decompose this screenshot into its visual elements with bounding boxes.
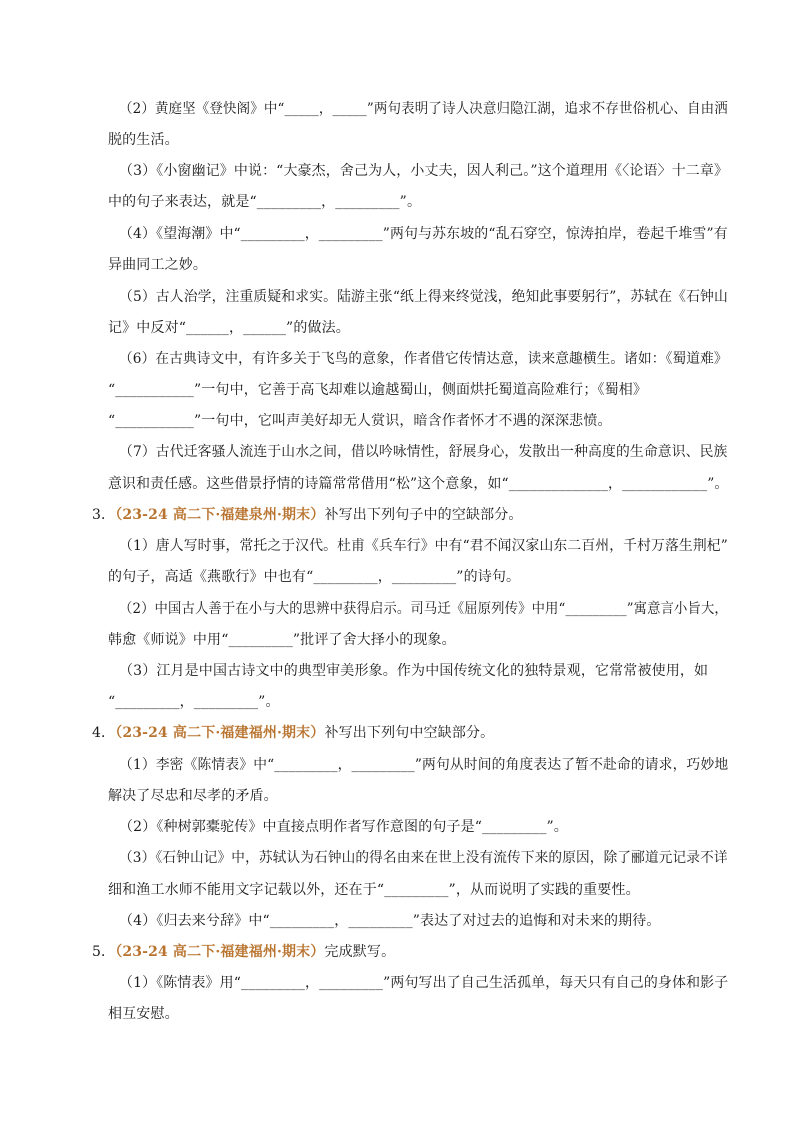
question-prompt: 补写出下列句子中的空缺部分。 xyxy=(324,507,523,523)
q3-item3-line2: “_________，_________”。 xyxy=(108,694,280,710)
q3-item1-line2: 的句子，高适《燕歌行》中也有“_________，_________”的诗句。 xyxy=(108,569,521,585)
q3-item2-line1: （2）中国古人善于在小与大的思辨中获得启示。司马迁《屈原列传》中用“_________”寓意言小旨大， xyxy=(119,601,728,617)
question-number: 4． xyxy=(92,725,116,741)
q4-item3-line1: （3）《石钟山记》中，苏轼认为石钟山的得名由来在世上没有流传下来的原因，除了郦道元记录不详 xyxy=(119,850,728,866)
question-prompt: 完成默写。 xyxy=(324,944,396,960)
q4-item1-line2: 解决了尽忠和尽孝的矛盾。 xyxy=(108,788,278,804)
question-number: 5． xyxy=(92,944,116,960)
q4-item4-line1: （4）《归去来兮辞》中“_________，_________”表达了对过去的追悔和对未来的期待。 xyxy=(119,913,661,929)
q2-item5-line1: （5）古人治学，注重质疑和求实。陆游主张“纸上得来终觉浅，绝知此事要躬行”，苏轼在《石钟山 xyxy=(119,289,728,305)
q2-item2-line1: （2）黄庭坚《登快阁》中“_____，_____”两句表明了诗人决意归隐江湖，追求不存世俗机心、自由洒 xyxy=(119,101,728,117)
question-source: （23-24 高二下·福建泉州·期末） xyxy=(115,507,325,523)
question-5-header xyxy=(92,942,395,962)
question-3-header xyxy=(92,505,523,525)
question-number: 3． xyxy=(92,507,116,523)
q3-item1-line1: （1）唐人写时事，常托之于汉代。杜甫《兵车行》中有“君不闻汉家山东二百州，千村万落生荆杞” xyxy=(119,538,728,554)
q2-item4-line1: （4）《望海潮》中“_________，_________”两句与苏东坡的“乱石穿空，惊涛拍岸，卷起千堆雪”有 xyxy=(119,226,728,242)
question-source: （23-24 高二下·福建福州·期末） xyxy=(115,944,325,960)
q3-item2-line2: 韩愈《师说》中用“_________”批评了舍大择小的现象。 xyxy=(108,632,456,648)
q2-item6-line1: （6）在古典诗文中，有许多关于飞鸟的意象，作者借它传情达意，读来意趣横生。诸如：《蜀道难》 xyxy=(119,351,728,367)
q2-item7-line2: 意识和责任感。这些借景抒情的诗篇常常借用“松”这个意象，如“______________，____________”。 xyxy=(108,476,729,492)
q5-item1-line1: （1）《陈情表》用“_________，_________”两句写出了自己生活孤单，每天只有自己的身体和影子 xyxy=(119,975,729,991)
q2-item3-line1: （3）《小窗幽记》中说：“大豪杰，舍己为人，小丈夫，因人利己。”这个道理用《〈论语〉十二章》 xyxy=(119,163,729,179)
q3-item3-line1: （3）江月是中国古诗文中的典型审美形象。作为中国传统文化的独特景观，它常常被使用，如 xyxy=(119,663,709,679)
q4-item3-line2: 细和渔工水师不能用文字记载以外，还在于“_________”，从而说明了实践的重要性。 xyxy=(108,882,640,898)
q2-item6-line2: “___________”一句中，它善于高飞却难以逾越蜀山，侧面烘托蜀道高险难行；《蜀相》 xyxy=(108,382,648,398)
q2-item2-line2: 脱的生活。 xyxy=(108,132,179,148)
question-prompt: 补写出下列句中空缺部分。 xyxy=(324,725,495,741)
q2-item6-line3: “___________”一句中，它叫声美好却无人赏识，暗含作者怀才不遇的深深悲愤。 xyxy=(108,413,612,429)
q5-item1-line2: 相互安慰。 xyxy=(108,1006,179,1022)
question-source: （23-24 高二下·福建福州·期末） xyxy=(115,725,325,741)
q2-item3-line2: 中的句子来表达，就是“_________，_________”。 xyxy=(108,194,422,210)
q4-item1-line1: （1）李密《陈情表》中“_________，_________”两句从时间的角度表达了暂不赴命的请求，巧妙地 xyxy=(119,757,729,773)
q2-item4-line2: 异曲同工之妙。 xyxy=(108,257,208,273)
q4-item2-line1: （2）《种树郭橐驼传》中直接点明作者写作意图的句子是“_________”。 xyxy=(119,819,568,835)
question-4-header xyxy=(92,723,494,743)
q2-item7-line1: （7）古代迁客骚人流连于山水之间，借以吟咏情性，舒展身心，发散出一种高度的生命意识、民族 xyxy=(119,444,728,460)
q2-item5-line2: 记》中反对“______，______”的做法。 xyxy=(108,320,350,336)
